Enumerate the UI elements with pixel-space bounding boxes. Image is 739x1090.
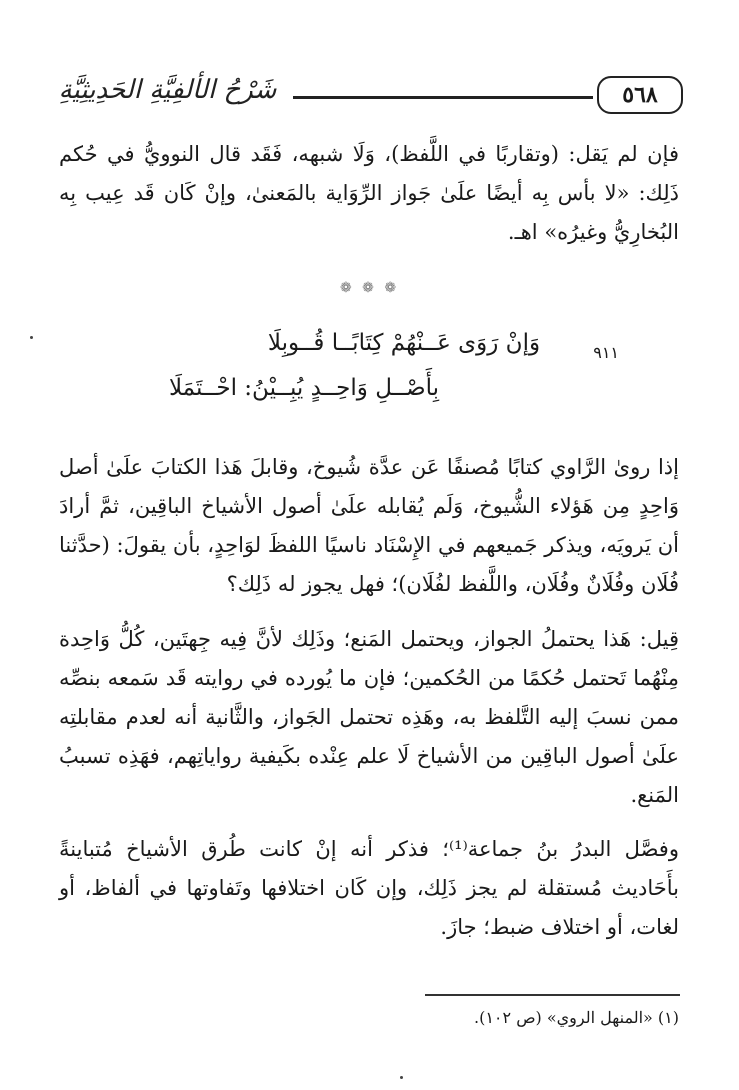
verse-line-1: وَإنْ رَوَى عَــنْهُمْ كِتَابًــا قُــوبِلَا bbox=[267, 330, 541, 356]
paragraph-1: فإن لم يَقل: (وتقاربًا في اللَّفظ)، وَلَا شبهه، فَقَد قال النوويُّ في حُكم ذَلِك: «لا بأس بِه أيضًا علَىٰ جَواز الرِّوَاية بالمَعنىٰ، وإنْ كَان قَد عِيب بِه البُخارِيُّ وغيرُه» اهـ. bbox=[59, 142, 679, 244]
paragraph-3: قِيل: هَذا يحتملُ الجواز، ويحتمل المَنع؛ وذَلِك لأنَّ فِيه جِهتَين، كُلُّ وَاحِدة مِنْهُما تَحتمل حُكمًا من الحُكمين؛ فإن ما يُورده في روايته قَد سَمعه بنصِّه ممن نسبَ إليه التَّلفظ به، وهَذِه تحتمل الجَواز، والثَّانية أنه لعدم مقابلتِه علَىٰ أصول الباقِين من الأشياخ لَا علم عِنْده بكَيفية رواياتِهم، فهَذِه تسببُ المَنع. bbox=[59, 627, 679, 807]
section-ornament: ❁ ❁ ❁ bbox=[339, 280, 400, 296]
verse-line-2: بِأَصْــلِ وَاحِــدٍ يُبِــيْنُ: احْــتَمَلَا bbox=[168, 375, 440, 401]
margin-dot bbox=[400, 1076, 403, 1079]
footnote-rule bbox=[425, 994, 680, 996]
paragraph-4: وفصَّل البدرُ بنُ جماعة⁽¹⁾؛ فذكر أنه إنْ كانت طُرق الأشياخ مُتباينةً بأَحَاديث مُستقلة لم يجز ذَلِك، وإن كَان اختلافها وتَفاوتها في ألفاظ، أو لغات، أو اختلاف ضبط؛ جازَ. bbox=[59, 837, 679, 939]
verse-number: ٩١١ bbox=[593, 343, 619, 362]
footnote: (١) «المنهل الروي» (ص ١٠٢). bbox=[474, 1008, 679, 1027]
header-rule bbox=[293, 96, 593, 99]
paragraph-2: إذا روىٰ الرَّاوي كتابًا مُصنفًا عَن عدَّة شُيوخ، وقابلَ هَذا الكتابَ علَىٰ أصل وَاحِدٍ مِن هَؤلاء الشُّيوخ، وَلَم يُقابله علَىٰ أصول الأشياخ الباقِين، ثمَّ أرادَ أن يَرويَه، ويذكر جَميعهم في الإِسْنَاد ناسيًا اللفظَ لوَاحِدٍ، بأن يقولَ: (حدَّثنا فُلَان وفُلَانٌ وفُلَان، واللَّفظ لفُلَان)؛ فهل يجوز له ذَلِك؟ bbox=[59, 455, 679, 596]
margin-dot bbox=[30, 336, 33, 339]
running-header bbox=[55, 70, 683, 114]
page-number: ٥٦٨ bbox=[597, 76, 683, 114]
book-title: شَرْحُ الألفِيَّةِ الحَدِيثِيَّةِ bbox=[58, 75, 277, 105]
